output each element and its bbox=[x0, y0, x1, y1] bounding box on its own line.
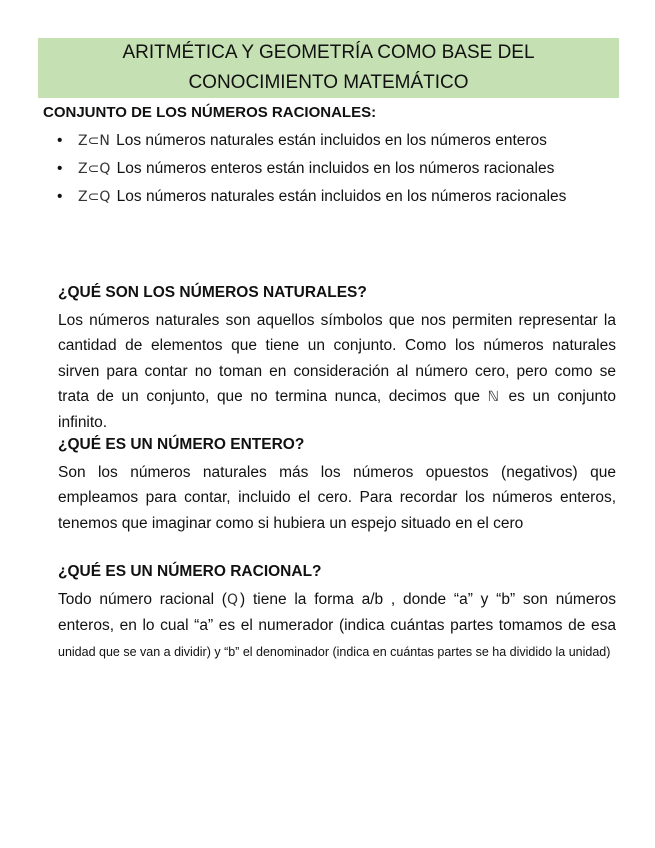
heading-naturales: ¿QUÉ SON LOS NÚMEROS NATURALES? bbox=[58, 284, 367, 301]
paragraph-text: ) tiene la forma a/b , donde “a” y “b” son números enteros, en lo cual “a” es el numerador (indica cuántas partes tomamos de esa bbox=[58, 591, 616, 635]
paragraph-enteros: Son los números naturales más los números opuestos (negativos) que empleamos para contar, incluido el cero. Para recordar los números enteros, tenemos que imaginar como si hubiera un espejo situado en el cero bbox=[58, 464, 616, 532]
paragraph-text: Todo número racional ( bbox=[58, 591, 227, 608]
naturals-symbol: ℕ bbox=[487, 388, 499, 405]
rationals-symbol: Q bbox=[226, 592, 238, 608]
title-line-2: CONOCIMIENTO MATEMÁTICO bbox=[188, 72, 469, 93]
paragraph-naturales bbox=[58, 308, 616, 435]
document-title-banner bbox=[38, 38, 619, 98]
set-symbol: Z⊂Q bbox=[78, 161, 111, 177]
heading-enteros: ¿QUÉ ES UN NÚMERO ENTERO? bbox=[58, 436, 305, 453]
paragraph-text: Los números naturales son aquellos símbolos que nos permiten representar la cantidad de elementos que tiene un conjunto. Como los números naturales sirven para contar no toman en consideración al número cero, pero como se trata de un conjunto, que no termina nunca, decimos que bbox=[58, 312, 616, 405]
list-item-text: Los números naturales están incluidos en los números racionales bbox=[116, 188, 567, 205]
list-item bbox=[62, 156, 622, 182]
list-item bbox=[62, 184, 622, 210]
heading-racional: ¿QUÉ ES UN NÚMERO RACIONAL? bbox=[58, 563, 322, 580]
title-line-1: ARITMÉTICA Y GEOMETRÍA COMO BASE DEL bbox=[122, 42, 535, 63]
paragraph-text: es un conjunto infinito. bbox=[58, 387, 616, 432]
set-symbol: Z⊂Q bbox=[78, 189, 111, 205]
list-item bbox=[62, 128, 622, 154]
bullet-list bbox=[62, 128, 622, 212]
paragraph-small-text: unidad que se van a dividir) y “b” el denominador (indica en cuántas partes se ha dividido la unidad) bbox=[58, 644, 611, 659]
list-item-text: Los números naturales están incluidos en los números enteros bbox=[116, 132, 547, 149]
set-symbol: Z⊂N bbox=[78, 133, 110, 149]
section-title: CONJUNTO DE LOS NÚMEROS RACIONALES: bbox=[43, 104, 377, 121]
list-item-text: Los números enteros están incluidos en los números racionales bbox=[116, 160, 555, 177]
paragraph-racional bbox=[58, 587, 616, 665]
